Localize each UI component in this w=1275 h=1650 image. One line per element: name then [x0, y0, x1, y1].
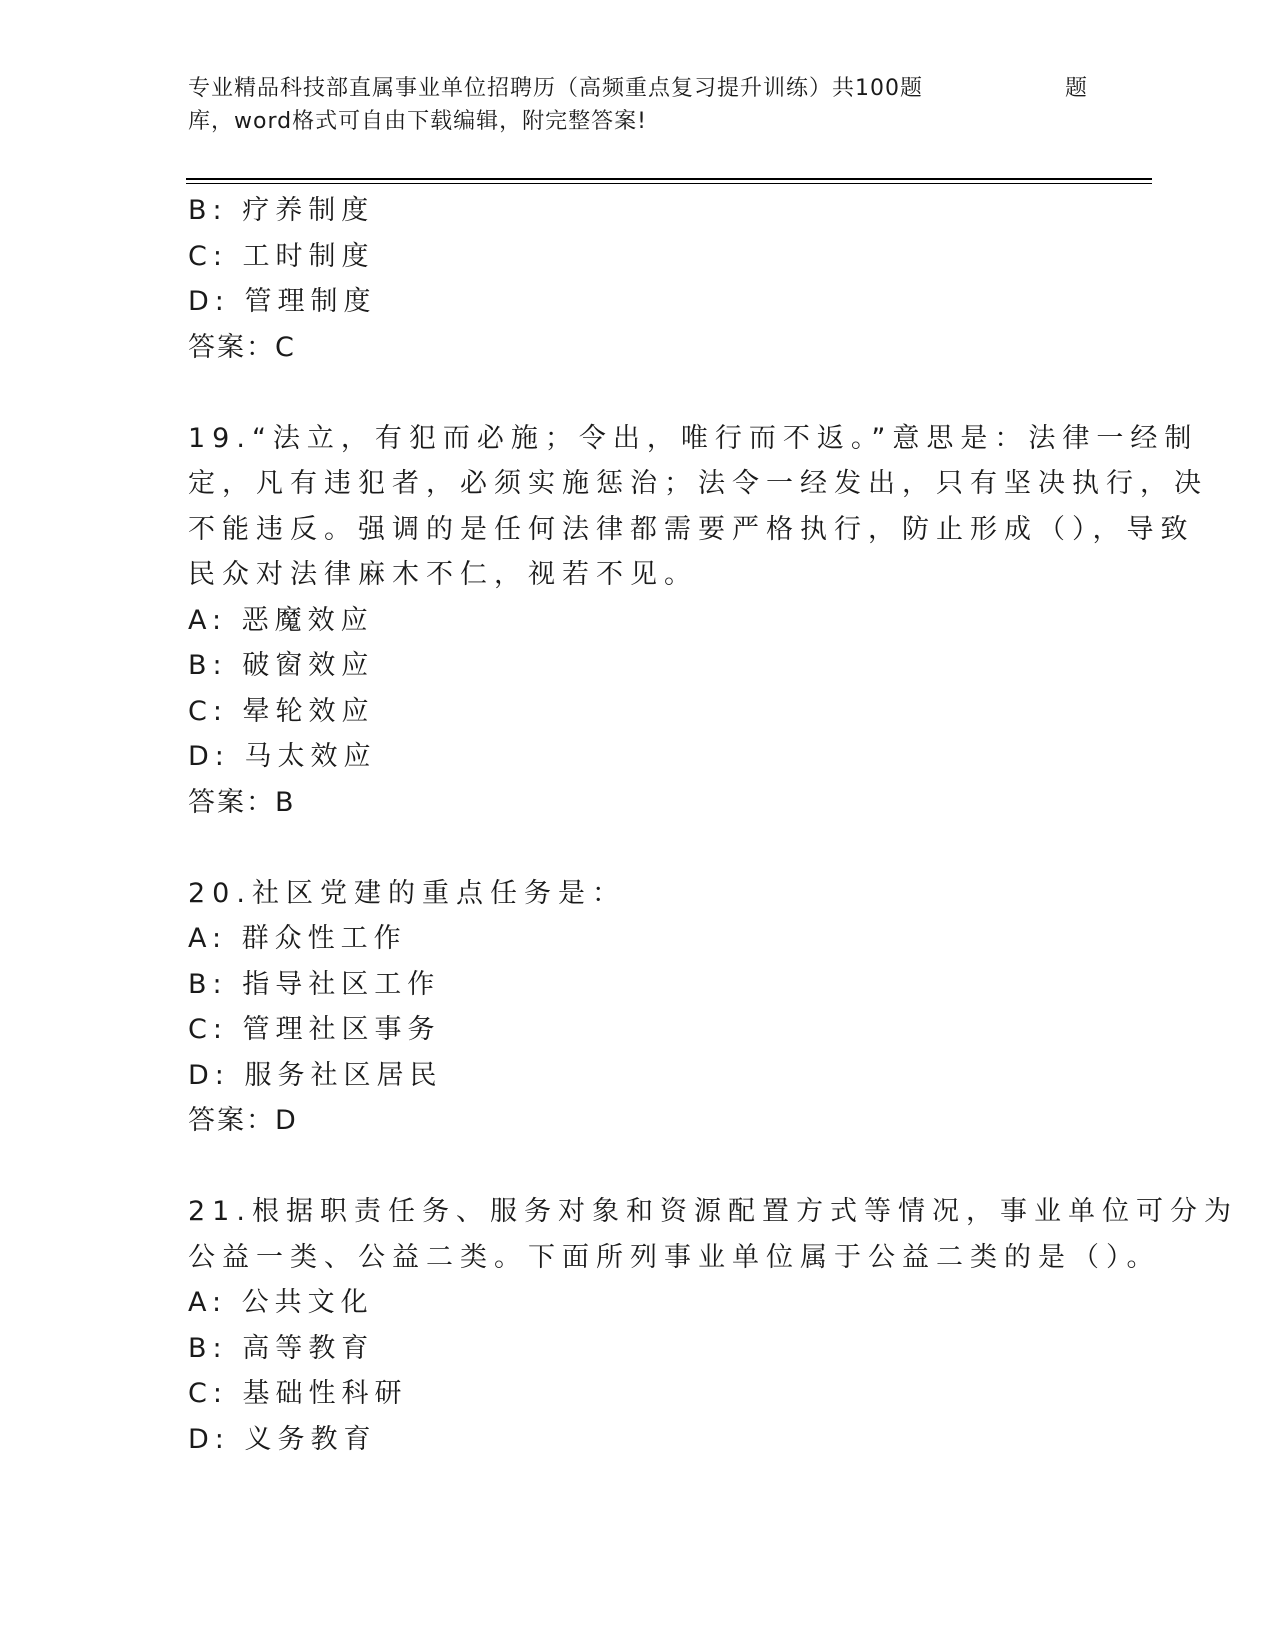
- spacer: [188, 825, 1108, 871]
- option-c: C: 工时制度: [188, 240, 375, 272]
- spacer: [188, 1144, 1108, 1190]
- page-header: [188, 72, 1088, 138]
- option-c: C: 晕轮效应: [188, 695, 375, 727]
- option-b: B: 高等教育: [188, 1332, 375, 1364]
- option-b: B: 破窗效应: [188, 650, 375, 681]
- option-d: D: 义务教育: [188, 1423, 377, 1455]
- option-d: D: 管理制度: [188, 286, 377, 317]
- question-text: 公益一类、公益二类。下面所列事业单位属于公益二类的是（）。: [188, 1241, 1161, 1273]
- question-content: [188, 188, 1238, 1462]
- question-18: [188, 188, 1108, 370]
- question-20: [188, 871, 1108, 1144]
- option-d: D: 马太效应: [188, 741, 377, 772]
- header-line-1: [188, 72, 1088, 105]
- option-a: A: 群众性工作: [188, 923, 407, 954]
- option-a: A: 恶魔效应: [188, 604, 374, 636]
- answer: 答案：C: [188, 331, 296, 363]
- option-b: B: 指导社区工作: [188, 968, 441, 1000]
- answer: 答案：B: [188, 786, 296, 818]
- option-c: C: 管理社区事务: [188, 1014, 441, 1045]
- question-text: 21.根据职责任务、服务对象和资源配置方式等情况，事业单位可分为: [188, 1196, 1238, 1227]
- option-a: A: 公共文化: [188, 1287, 374, 1318]
- header-line-2: 库，word格式可自由下载编辑，附完整答案!: [188, 109, 647, 134]
- header-title: 专业精品科技部直属事业单位招聘历（高频重点复习提升训练）共100题: [188, 76, 923, 101]
- question-text: 19.“法立，有犯而必施；令出，唯行而不返。”意思是：法律一经制: [188, 422, 1199, 454]
- option-c: C: 基础性科研: [188, 1378, 408, 1409]
- answer: 答案：D: [188, 1105, 298, 1136]
- question-19: [188, 416, 1208, 826]
- header-title-tail: 题: [1064, 76, 1088, 101]
- question-text: 不能违反。强调的是任何法律都需要严格执行，防止形成（），导致: [188, 513, 1195, 545]
- question-text: 20.社区党建的重点任务是：: [188, 877, 626, 909]
- question-text: 民众对法律麻木不仁，视若不见。: [188, 559, 698, 590]
- spacer: [188, 370, 1108, 416]
- question-text: 定，凡有违犯者，必须实施惩治；法令一经发出，只有坚决执行，决: [188, 468, 1208, 499]
- header-rule-thick: [186, 178, 1152, 180]
- question-21: [188, 1189, 1238, 1462]
- option-b: B: 疗养制度: [188, 195, 375, 226]
- option-d: D: 服务社区居民: [188, 1059, 443, 1091]
- header-rule-thin: [186, 183, 1152, 184]
